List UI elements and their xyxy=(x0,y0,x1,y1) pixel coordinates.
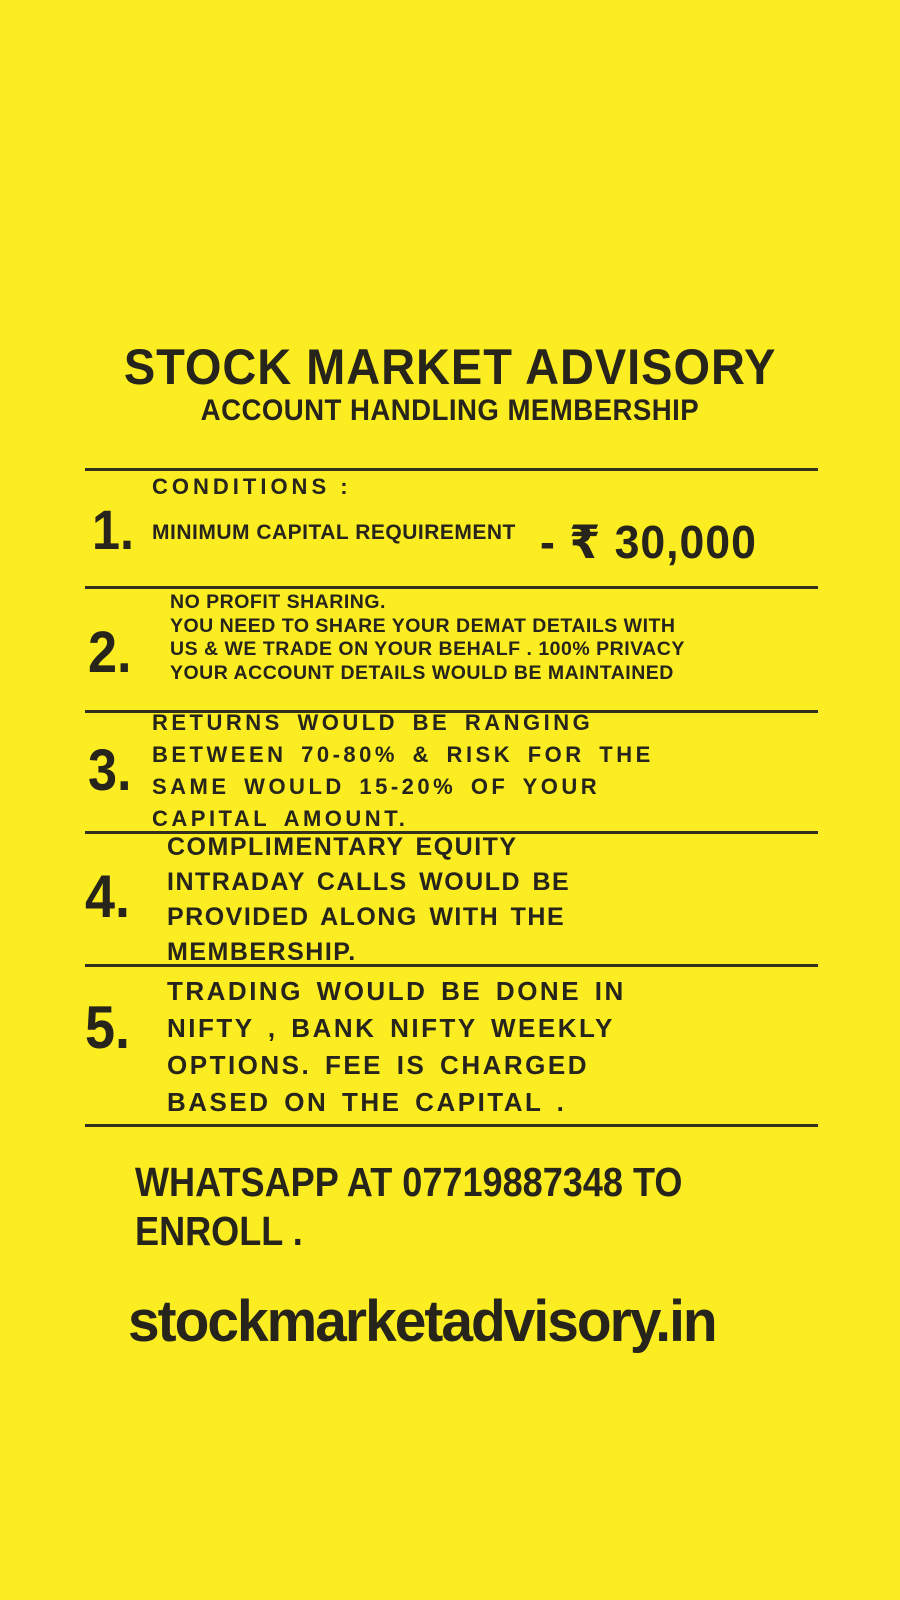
list-number-4: 4. xyxy=(85,863,131,930)
list-number-3: 3. xyxy=(88,738,132,803)
condition-5-line: TRADING WOULD BE DONE IN xyxy=(167,976,626,1006)
condition-2-line: US & WE TRADE ON YOUR BEHALF . 100% PRIVACY xyxy=(170,638,685,660)
condition-5-text xyxy=(167,973,626,1121)
condition-4-line: PROVIDED ALONG WITH THE xyxy=(167,903,566,931)
minimum-capital-amount: - ₹ 30,000 xyxy=(540,516,757,568)
condition-2-line: YOU NEED TO SHARE YOUR DEMAT DETAILS WITH xyxy=(170,614,676,637)
subtitle-row xyxy=(0,394,900,428)
condition-4-line: MEMBERSHIP. xyxy=(167,938,357,966)
condition-2-line: NO PROFIT SHARING. xyxy=(170,591,386,613)
condition-5-line: BASED ON THE CAPITAL . xyxy=(167,1087,567,1117)
conditions-heading: CONDITIONS : xyxy=(152,474,352,499)
condition-4-line: INTRADAY CALLS WOULD BE xyxy=(167,868,571,896)
list-number-1: 1. xyxy=(92,498,135,561)
condition-1-text: MINIMUM CAPITAL REQUIREMENT xyxy=(152,521,516,544)
divider xyxy=(85,1124,818,1127)
list-number-2: 2. xyxy=(88,620,132,685)
condition-2-line: YOUR ACCOUNT DETAILS WOULD BE MAINTAINED xyxy=(170,661,674,684)
poster-subtitle: ACCOUNT HANDLING MEMBERSHIP xyxy=(200,394,700,427)
condition-5-line: NIFTY , BANK NIFTY WEEKLY xyxy=(167,1013,615,1043)
condition-3-line: SAME WOULD 15-20% OF YOUR xyxy=(152,774,601,799)
contact-line-2: ENROLL . xyxy=(135,1208,303,1254)
website-url: stockmarketadvisory.in xyxy=(128,1289,716,1354)
condition-3-line: CAPITAL AMOUNT. xyxy=(152,806,409,831)
divider xyxy=(85,586,818,589)
title-row xyxy=(0,338,900,396)
condition-3-line: RETURNS WOULD BE RANGING xyxy=(152,710,594,735)
whatsapp-contact-text xyxy=(135,1158,682,1256)
condition-3-text xyxy=(152,707,654,835)
poster-title: STOCK MARKET ADVISORY xyxy=(123,339,777,395)
list-number-5: 5. xyxy=(85,994,131,1061)
condition-5-line: OPTIONS. FEE IS CHARGED xyxy=(167,1050,589,1080)
condition-4-line: COMPLIMENTARY EQUITY xyxy=(167,833,518,861)
divider xyxy=(85,468,818,471)
condition-2-text xyxy=(170,591,685,685)
condition-4-text xyxy=(167,830,570,970)
condition-3-line: BETWEEN 70-80% & RISK FOR THE xyxy=(152,742,654,767)
contact-line-1: WHATSAPP AT 07719887348 TO xyxy=(135,1159,683,1205)
